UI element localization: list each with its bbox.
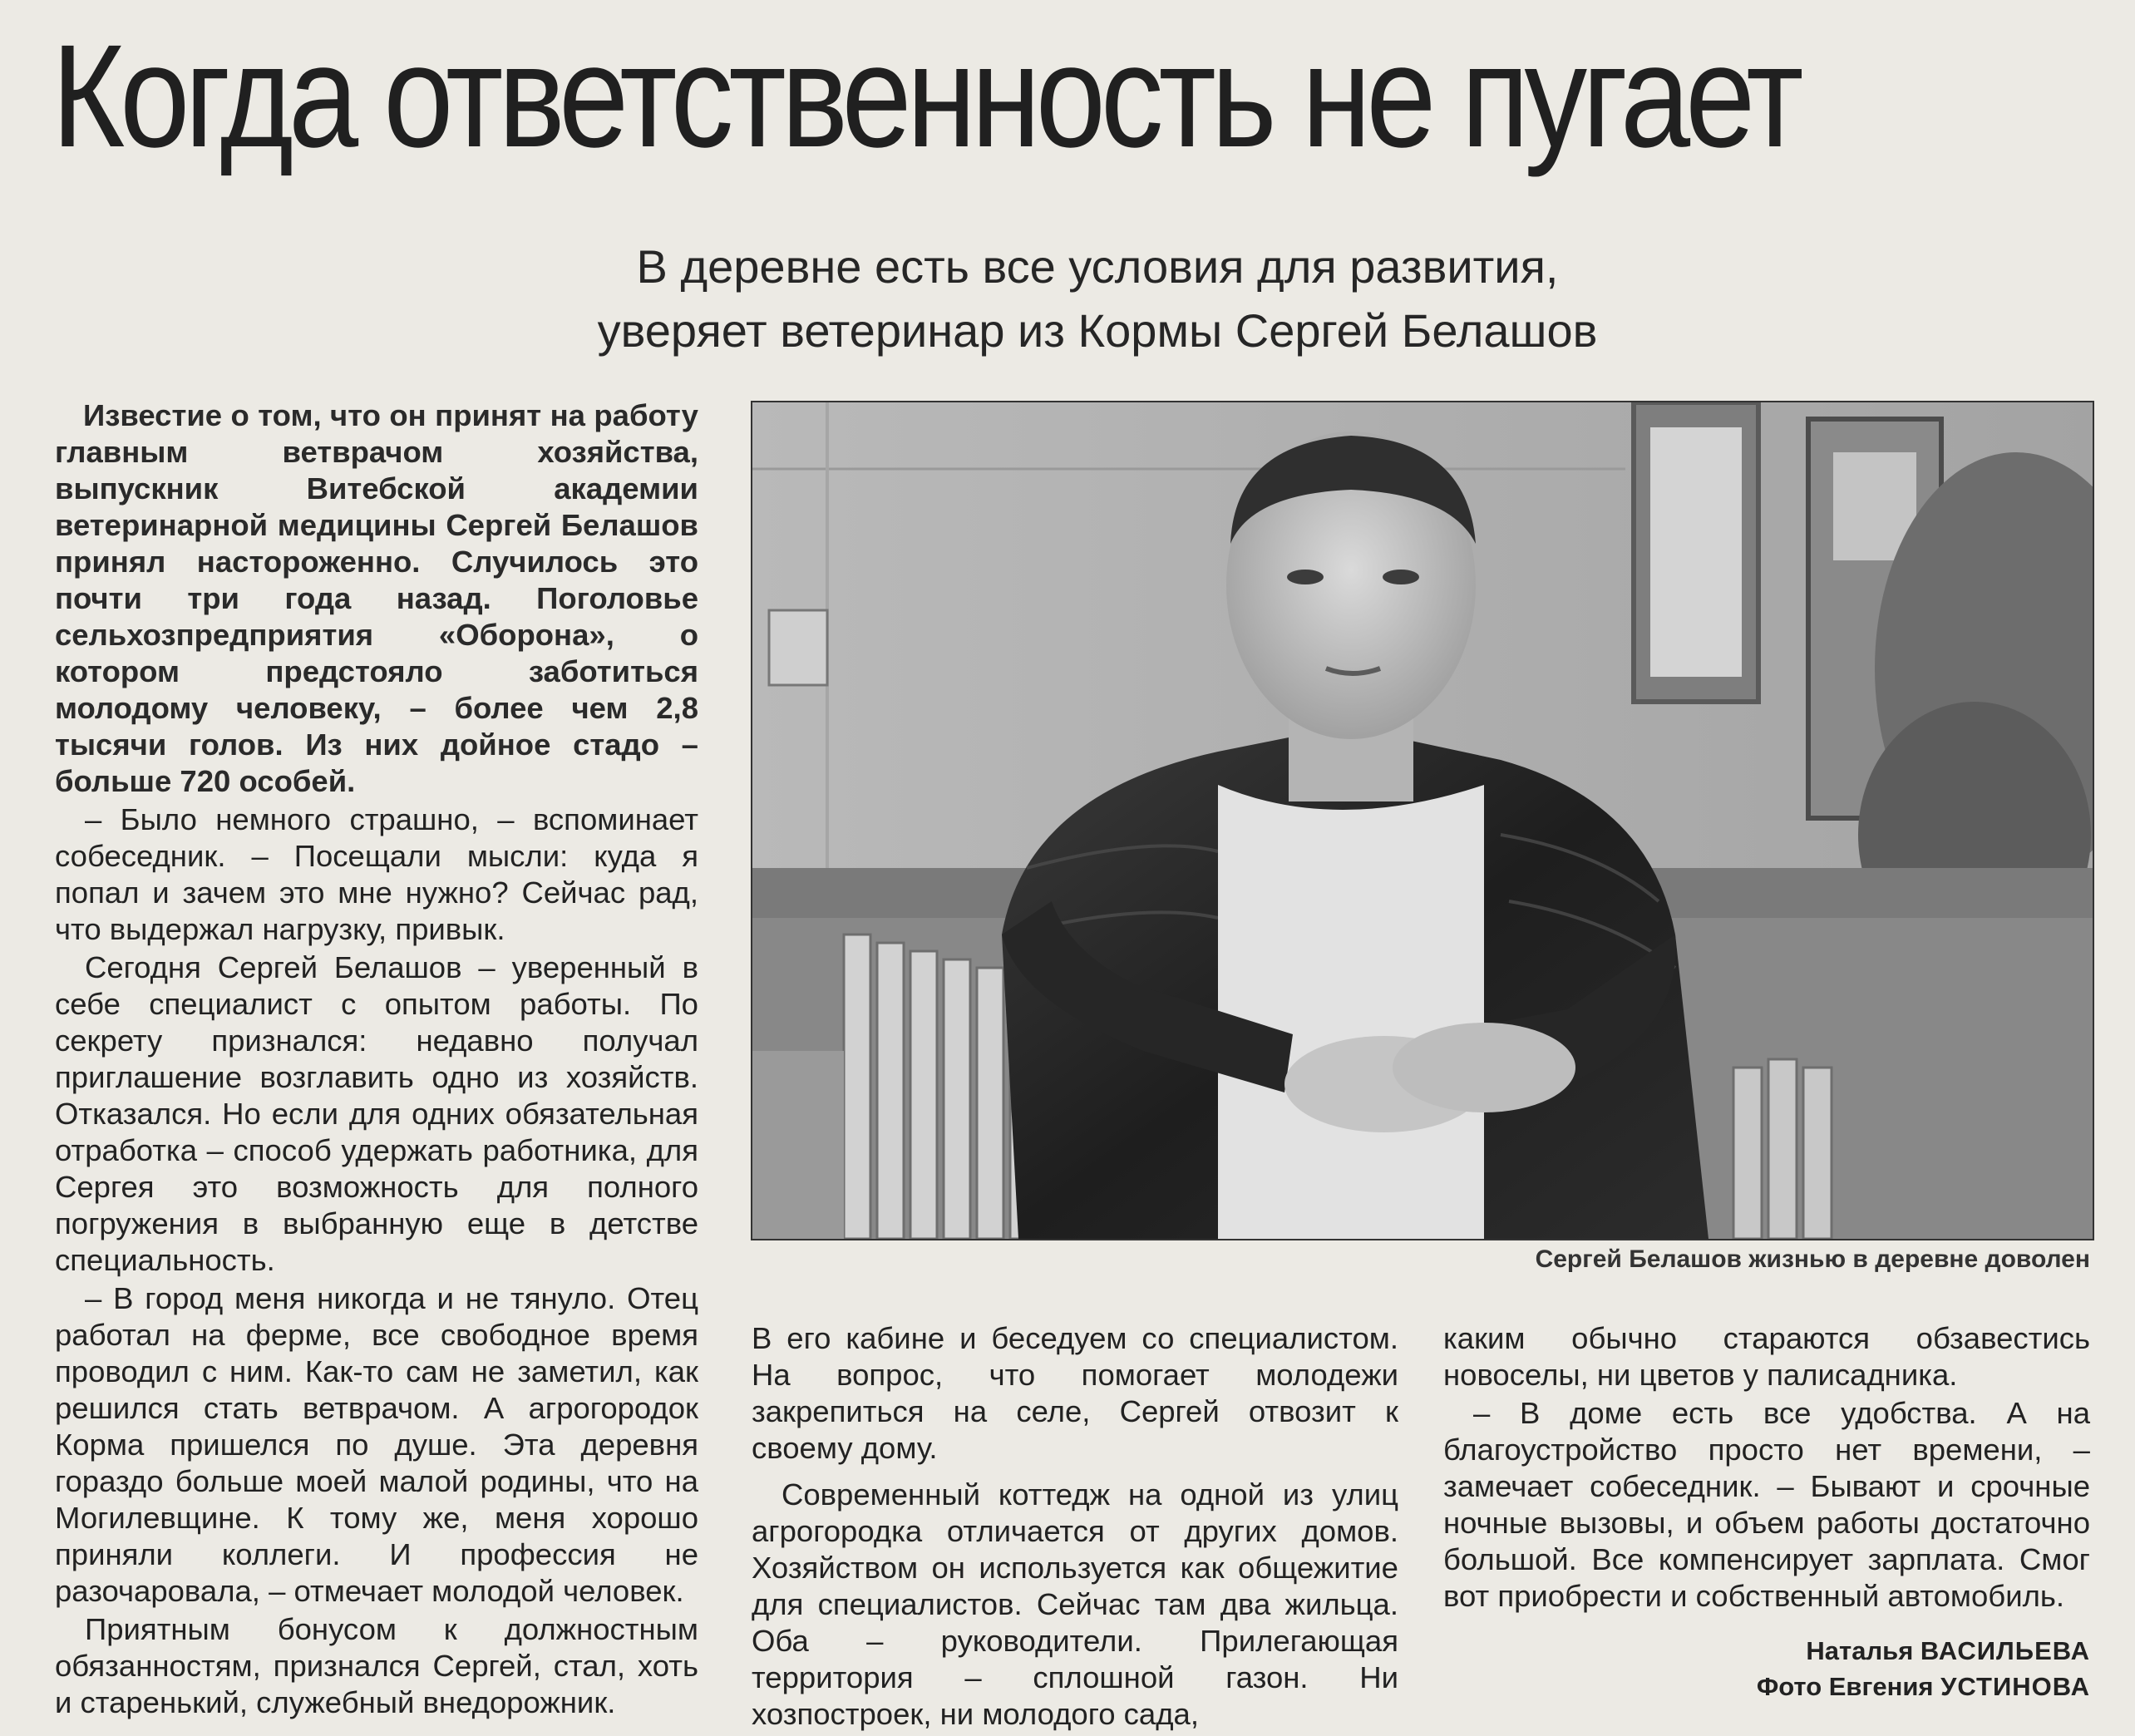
photo-credit (1443, 1669, 2090, 1704)
body-paragraph: Сегодня Сергей Белашов – уверенный в себе специалист с опытом работы. По секрету признался: недавно получал приглашение возглавить одно из хозяйств. Отказался. Но если для одних обязательная отработка – способ удержать работника, для Сергея это возможность для полного погружения в выбранную еще в детстве специальность. (55, 950, 698, 1277)
text-column-2 (752, 1320, 1398, 1733)
photographer-last-name: УСТИНОВА (1940, 1672, 2090, 1701)
body-paragraph: – Было немного страшно, – вспоминает собеседник. – Посещали мысли: куда я попал и зачем это мне нужно? Сейчас рад, что выдержал нагрузку, привык. (55, 802, 698, 946)
photo-caption: Сергей Белашов жизнью в деревне доволен (1535, 1245, 2090, 1273)
portrait-photo-illustration (752, 402, 2093, 1239)
photographer-prefix: Фото Евгения (1756, 1672, 1934, 1701)
byline (1443, 1633, 2090, 1704)
lead-paragraph: Известие о том, что он принят на работу главным ветврачом хозяйства, выпускник Витебской академии ветеринарной медицины Сергей Белашов принял настороженно. Случилось это почти три года назад. Поголовье сельхозпредприятия «Оборона», о котором предстояло заботиться молодому человеку, – более чем 2,8 тысячи голов. Из них дойное стадо – больше 720 особей. (55, 398, 698, 798)
text-column-3 (1443, 1320, 2090, 1615)
body-paragraph: Приятным бонусом к должностным обязанностям, признался Сергей, стал, хоть и старенький, служебный внедорожник. (55, 1612, 698, 1719)
author-last-name: ВАСИЛЬЕВА (1920, 1636, 2090, 1665)
body-paragraph: каким обычно стараются обзавестись новоселы, ни цветов у палисадника. (1443, 1321, 2090, 1392)
article-headline: Когда ответственность не пугает (52, 15, 1799, 178)
author-credit (1443, 1633, 2090, 1669)
article-subheadline (466, 234, 1729, 363)
body-paragraph: В его кабине и беседуем со специалистом. На вопрос, что помогает молодежи закрепиться на селе, Сергей отвозит к своему дому. (752, 1321, 1398, 1465)
text-column-1 (55, 397, 698, 1721)
body-paragraph: – В город меня никогда и не тянуло. Отец работал на ферме, все свободное время проводил с ним. Как-то сам не заметил, как решился стать ветврачом. А агрогородок Корма пришелся по душе. Эта деревня гораздо больше моей малой родины, что на Могилевщине. К тому же, меня хорошо приняли коллеги. И профессия не разочаровала, – отмечает молодой человек. (55, 1281, 698, 1608)
article-photo (751, 401, 2094, 1240)
subheadline-line-2: уверяет ветеринар из Кормы Сергей Белашов (597, 304, 1598, 358)
body-paragraph: Современный коттедж на одной из улиц агрогородка отличается от других домов. Хозяйством он используется как общежитие для специалистов. Сейчас там два жильца. Оба – руководители. Прилегающая территория – сплошной газон. Ни хозпостроек, ни молодого сада, (752, 1477, 1398, 1731)
body-paragraph: – В доме есть все удобства. А на благоустройство просто нет времени, – замечает собеседник. – Бывают и срочные ночные вызовы, и объем работы достаточно большой. Все компенсирует зарплата. Смог вот приобрести и собственный автомобиль. (1443, 1396, 2090, 1613)
subheadline-line-1: В деревне есть все условия для развития, (636, 240, 1559, 293)
author-first-name: Наталья (1806, 1636, 1914, 1665)
